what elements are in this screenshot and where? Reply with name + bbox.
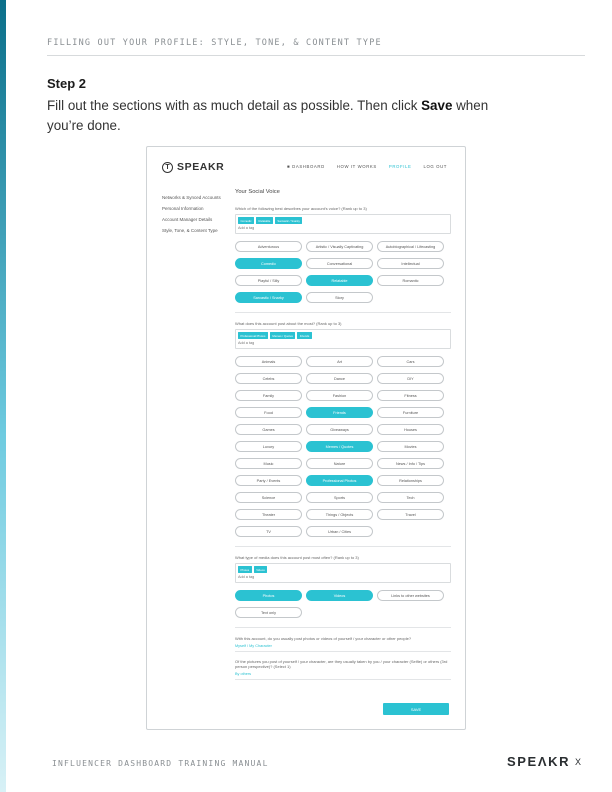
tag-chip-professional-photos[interactable]: Professional Photos: [238, 332, 268, 339]
tag-chip-videos[interactable]: Videos: [254, 566, 268, 573]
nav-log-out[interactable]: LOG OUT: [423, 164, 447, 169]
perspective-select[interactable]: By others: [235, 672, 252, 676]
question-media: What type of media does this account post most often? (Rank up to 3): [235, 555, 359, 560]
section-divider: [235, 546, 451, 547]
nav-profile[interactable]: PROFILE: [388, 164, 412, 169]
question-voice: Which of the following best describes your account’s voice? (Rank up to 3): [235, 206, 367, 211]
footer-logo: SPEΛKR: [507, 754, 571, 769]
option-things-objects[interactable]: Things / Objects: [306, 509, 373, 520]
tag-chip-memes-quotes[interactable]: Memes / Quotes: [270, 332, 296, 339]
option-relatable[interactable]: Relatable: [306, 275, 373, 286]
option-celebs[interactable]: Celebs: [235, 373, 302, 384]
option-autobiographical-lifecasting[interactable]: Autobiographical / Lifecasting: [377, 241, 444, 252]
section-divider: [235, 627, 451, 628]
option-photos[interactable]: Photos: [235, 590, 302, 601]
page-header-title: FILLING OUT YOUR PROFILE: STYLE, TONE, & CONTENT TYPE: [47, 38, 382, 48]
tag-chip-photos[interactable]: Photos: [238, 566, 252, 573]
option-links-to-other-websites[interactable]: Links to other websites: [377, 590, 444, 601]
tag-chip-comedic[interactable]: Comedic: [238, 217, 254, 224]
option-theater[interactable]: Theater: [235, 509, 302, 520]
question-perspective: Of the pictures you post of yourself / your character, are they usually taken by you / your character (Selfie) or others (3rd person perspective)? (Select 1): [235, 659, 448, 669]
option-family[interactable]: Family: [235, 390, 302, 401]
option-travel[interactable]: Travel: [377, 509, 444, 520]
add-tag-placeholder: Add a tag: [238, 341, 255, 345]
tag-chip-relatable[interactable]: Relatable: [256, 217, 273, 224]
side-accent-bar: [0, 0, 6, 792]
option-nature[interactable]: Nature: [306, 458, 373, 469]
option-dance[interactable]: Dance: [306, 373, 373, 384]
page-number: X: [575, 757, 582, 767]
footer-text: INFLUENCER DASHBOARD TRAINING MANUAL: [52, 759, 269, 768]
media-tag-input[interactable]: [235, 563, 451, 583]
step-title: Step 2: [47, 76, 87, 91]
section-divider: [235, 312, 451, 313]
option-relationships[interactable]: Relationships: [377, 475, 444, 486]
option-friends[interactable]: Friends: [306, 407, 373, 418]
left-nav-style-tone[interactable]: Style, Tone, & Content Type: [162, 228, 218, 233]
section-title: Your Social Voice: [235, 189, 280, 195]
option-party-events[interactable]: Party / Events: [235, 475, 302, 486]
add-tag-placeholder: Add a tag: [238, 226, 255, 230]
speakr-logo: T SPEAKR: [162, 161, 224, 173]
option-romantic[interactable]: Romantic: [377, 275, 444, 286]
option-text-only[interactable]: Text only: [235, 607, 302, 618]
option-furniture[interactable]: Furniture: [377, 407, 444, 418]
option-professional-photos[interactable]: Professional Photos: [306, 475, 373, 486]
option-intellectual[interactable]: Intellectual: [377, 258, 444, 269]
nav-dashboard[interactable]: ■ DASHBOARD: [286, 164, 325, 169]
option-science[interactable]: Science: [235, 492, 302, 503]
option-games[interactable]: Games: [235, 424, 302, 435]
topic-options: [235, 356, 451, 537]
option-giveaways[interactable]: Giveaways: [306, 424, 373, 435]
subject-select[interactable]: Myself / My Character: [235, 644, 272, 648]
media-options: [235, 590, 451, 618]
option-comedic[interactable]: Comedic: [235, 258, 302, 269]
option-story[interactable]: Story: [306, 292, 373, 303]
left-nav-personal-info[interactable]: Personal Information: [162, 206, 204, 211]
option-urban-cities[interactable]: Urban / Cities: [306, 526, 373, 537]
option-movies[interactable]: Movies: [377, 441, 444, 452]
question-subject: With this account, do you usually post photos or videos of yourself / your character or other people?: [235, 636, 412, 641]
option-tech[interactable]: Tech: [377, 492, 444, 503]
save-keyword: Save: [421, 98, 453, 113]
topics-tag-input[interactable]: [235, 329, 451, 349]
topics-chips: [238, 332, 448, 339]
option-sarcastic-snarky[interactable]: Sarcastic / Snarky: [235, 292, 302, 303]
option-animals[interactable]: Animals: [235, 356, 302, 367]
option-cars[interactable]: Cars: [377, 356, 444, 367]
option-art[interactable]: Art: [306, 356, 373, 367]
select-underline: [235, 651, 451, 652]
home-icon: ■: [286, 164, 291, 169]
voice-options: [235, 241, 451, 303]
question-topics: What does this account post about the most? (Rank up to 3): [235, 321, 342, 326]
header-divider: [47, 55, 585, 56]
option-tv[interactable]: TV: [235, 526, 302, 537]
tag-chip-friends[interactable]: Friends: [297, 332, 311, 339]
add-tag-placeholder: Add a tag: [238, 575, 255, 579]
logo-mark-icon: T: [162, 162, 173, 173]
option-memes-quotes[interactable]: Memes / Quotes: [306, 441, 373, 452]
option-fitness[interactable]: Fitness: [377, 390, 444, 401]
option-news-info-tips[interactable]: News / Info / Tips: [377, 458, 444, 469]
option-food[interactable]: Food: [235, 407, 302, 418]
tag-chip-sarcastic-snarky[interactable]: Sarcastic / Snarky: [275, 217, 303, 224]
option-houses[interactable]: Houses: [377, 424, 444, 435]
option-playful-silly[interactable]: Playful / Silly: [235, 275, 302, 286]
voice-chips: [238, 217, 448, 224]
left-nav-networks[interactable]: Networks & Synced Accounts: [162, 195, 221, 200]
nav-how-it-works[interactable]: HOW IT WORKS: [336, 164, 377, 169]
option-sports[interactable]: Sports: [306, 492, 373, 503]
select-underline: [235, 679, 451, 680]
step-description: Fill out the sections with as much detail as possible. Then click Save when you’re done.: [47, 98, 489, 133]
profile-form: [235, 189, 451, 687]
option-fashion[interactable]: Fashion: [306, 390, 373, 401]
option-conversational[interactable]: Conversational: [306, 258, 373, 269]
save-button[interactable]: SAVE: [383, 703, 449, 715]
option-luxury[interactable]: Luxury: [235, 441, 302, 452]
option-diy[interactable]: DIY: [377, 373, 444, 384]
voice-tag-input[interactable]: [235, 214, 451, 234]
option-artistic-visually-captivating[interactable]: Artistic / Visually Captivating: [306, 241, 373, 252]
option-adventurous[interactable]: Adventurous: [235, 241, 302, 252]
left-nav-account-manager[interactable]: Account Manager Details: [162, 217, 213, 222]
profile-screenshot: [146, 146, 466, 730]
top-nav: [287, 164, 447, 169]
media-chips: [238, 566, 448, 573]
option-music[interactable]: Music: [235, 458, 302, 469]
option-videos[interactable]: Videos: [306, 590, 373, 601]
profile-left-nav: [162, 195, 221, 239]
